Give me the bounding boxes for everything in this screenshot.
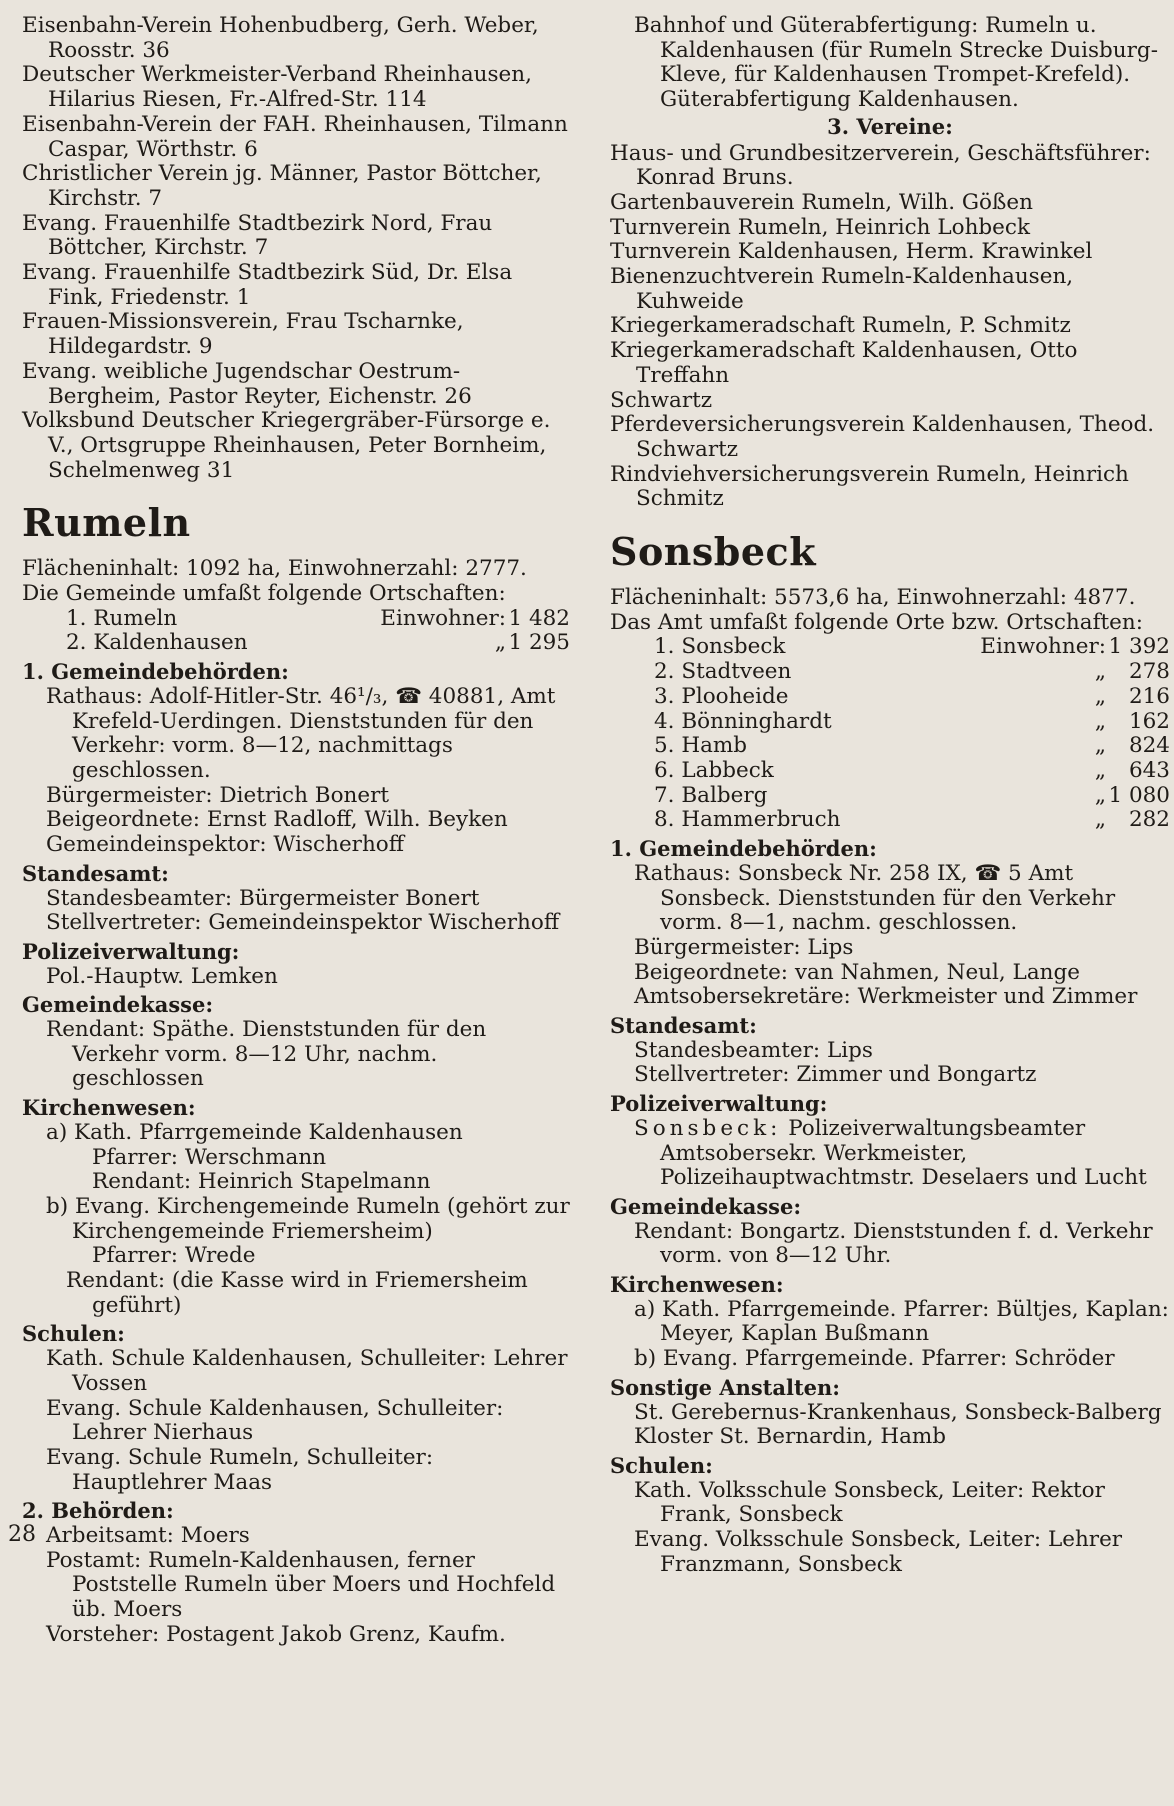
rumeln-stellvertreter: Stellvertreter: Gemeindeinspektor Wischerhoff bbox=[46, 910, 560, 936]
sonsbeck-standesbeamter: Standesbeamter: Lips bbox=[634, 1037, 873, 1063]
sonsbeck-heading-kasse: Gemeindekasse: bbox=[610, 1193, 802, 1219]
association-entry: Evang. Frauenhilfe Stadtbezirk Nord, Frau Böttcher, Kirchstr. 7 bbox=[22, 210, 493, 261]
rumeln-heading-kasse: Gemeindekasse: bbox=[22, 992, 214, 1018]
locality-label: „ bbox=[1094, 782, 1106, 808]
sonsbeck-kasse: Rendant: Bongartz. Dienststunden f. d. Verkehr vorm. von 8—12 Uhr. bbox=[634, 1218, 1153, 1269]
sonsbeck-localities-table bbox=[610, 635, 1170, 833]
rumeln-postamt: Postamt: Rumeln-Kaldenhausen, ferner Poststelle Rumeln über Moers und Hochfeld üb. Moers bbox=[46, 1547, 556, 1623]
sonsbeck-title: Sonsbeck bbox=[610, 529, 817, 575]
association-entry: Deutscher Werkmeister-Verband Rheinhausen, Hilarius Riesen, Fr.-Alfred-Str. 114 bbox=[22, 62, 532, 113]
locality-population: 162 bbox=[1128, 708, 1170, 734]
rumeln-heading-polizei: Polizeiverwaltung: bbox=[22, 938, 240, 964]
association-entry: Evang. Frauenhilfe Stadtbezirk Süd, Dr. Elsa Fink, Friedenstr. 1 bbox=[22, 260, 513, 310]
sonsbeck-schule-2: Evang. Volksschule Sonsbeck, Leiter: Lehrer Franzmann, Sonsbeck bbox=[634, 1527, 1123, 1577]
association-entry: Gartenbauverein Rumeln, Wilh. Gößen bbox=[610, 189, 1033, 215]
locality-population: 643 bbox=[1128, 757, 1170, 783]
locality-label: „ bbox=[1094, 708, 1106, 734]
locality-name: 6. Labbeck bbox=[654, 757, 774, 783]
sonsbeck-heading-gemeindebehoerden: 1. Gemeindebehörden: bbox=[610, 836, 877, 862]
sonsbeck-polizei-ort: Sonsbeck: bbox=[634, 1115, 782, 1141]
rumeln-heading-schulen: Schulen: bbox=[22, 1321, 125, 1347]
rumeln-kirche-a-rendant: Rendant: Heinrich Stapelmann bbox=[92, 1169, 431, 1195]
association-entry: Pferdeversicherungsverein Kaldenhausen, Theod. Schwartz bbox=[610, 412, 1155, 462]
left-association-list bbox=[22, 14, 570, 483]
association-entry: Turnverein Kaldenhausen, Herm. Krawinkel bbox=[610, 239, 1093, 265]
locality-name: 7. Balberg bbox=[654, 782, 768, 808]
rumeln-heading-kirchen: Kirchenwesen: bbox=[22, 1095, 196, 1121]
locality-name: 1. Rumeln bbox=[66, 605, 178, 631]
locality-row bbox=[610, 759, 1170, 784]
association-entry: Kriegerkameradschaft Rumeln, P. Schmitz bbox=[610, 313, 1071, 339]
rumeln-arbeitsamt: Arbeitsamt: Moers bbox=[46, 1523, 250, 1549]
sonsbeck-polizei-entry bbox=[610, 1117, 1170, 1191]
locality-label: „ bbox=[1094, 733, 1106, 759]
locality-label: „ bbox=[1094, 659, 1106, 685]
rumeln-localities-table bbox=[22, 607, 570, 656]
sonsbeck-kirche-a: a) Kath. Pfarrgemeinde. Pfarrer: Bültjes, Kaplan: Meyer, Kaplan Bußmann bbox=[634, 1296, 1169, 1347]
rumeln-heading-standesamt: Standesamt: bbox=[22, 860, 169, 886]
sonsbeck-buergermeister: Bürgermeister: Lips bbox=[634, 934, 854, 960]
sonsbeck-kirche-b: b) Evang. Pfarrgemeinde. Pfarrer: Schröder bbox=[634, 1346, 1115, 1372]
locality-label: „ bbox=[1094, 757, 1106, 783]
sonsbeck-localities-intro: Das Amt umfaßt folgende Orte bzw. Ortschaften: bbox=[610, 609, 1143, 635]
locality-label: Einwohner: bbox=[380, 605, 506, 631]
sonsbeck-anstalt-2: Kloster St. Bernardin, Hamb bbox=[634, 1424, 947, 1450]
sonsbeck-heading-standesamt: Standesamt: bbox=[610, 1013, 757, 1039]
association-entry: Christlicher Verein jg. Männer, Pastor Böttcher, Kirchstr. 7 bbox=[22, 161, 542, 211]
rumeln-kirche-b-pfarrer: Pfarrer: Wrede bbox=[92, 1243, 256, 1269]
left-column bbox=[22, 14, 570, 1648]
rumeln-schule-3: Evang. Schule Rumeln, Schulleiter: Hauptlehrer Maas bbox=[46, 1444, 434, 1495]
rumeln-rathaus: Rathaus: Adolf-Hitler-Str. 46¹/₃, ☎ 40881, Amt Krefeld-Uerdingen. Dienststunden für den Verkehr: vorm. 8—12, nachmittags geschlossen. bbox=[46, 683, 556, 783]
locality-population: 1 392 bbox=[1108, 634, 1170, 660]
locality-population: 216 bbox=[1128, 683, 1170, 709]
rumeln-polizei: Pol.-Hauptw. Lemken bbox=[46, 963, 278, 989]
locality-row bbox=[22, 607, 570, 632]
locality-population: 1 295 bbox=[508, 630, 570, 656]
locality-label: „ bbox=[1094, 683, 1106, 709]
association-entry: Eisenbahn-Verein der FAH. Rheinhausen, Tilmann Caspar, Wörthstr. 6 bbox=[22, 111, 568, 162]
rumeln-schule-1: Kath. Schule Kaldenhausen, Schulleiter: Lehrer Vossen bbox=[46, 1346, 568, 1396]
right-column bbox=[610, 14, 1170, 1577]
association-entry: Evang. weibliche Jugendschar Oestrum-Bergheim, Pastor Reyter, Eichenstr. 26 bbox=[22, 358, 472, 409]
page-number: 28 bbox=[8, 1522, 36, 1547]
rumeln-bahnhof: Bahnhof und Güterabfertigung: Rumeln u. Kaldenhausen (für Rumeln Strecke Duisburg-Kleve, für Kaldenhausen Trompet-Krefeld). Güterabfertigung Kaldenhausen. bbox=[634, 13, 1158, 113]
locality-population: 278 bbox=[1128, 659, 1170, 685]
locality-row bbox=[610, 660, 1170, 685]
locality-label: „ bbox=[1094, 807, 1106, 833]
sonsbeck-heading-schulen: Schulen: bbox=[610, 1452, 713, 1478]
rumeln-kirche-a-pfarrer: Pfarrer: Werschmann bbox=[92, 1144, 327, 1170]
association-entry: Kriegerkameradschaft Kaldenhausen, Otto Treffahn bbox=[610, 338, 1078, 388]
locality-name: 3. Plooheide bbox=[654, 683, 789, 709]
association-entry: Schwartz bbox=[610, 387, 713, 413]
sonsbeck-heading-anstalten: Sonstige Anstalten: bbox=[610, 1374, 841, 1400]
association-entry: Frauen-Missionsverein, Frau Tscharnke, Hildegardstr. 9 bbox=[22, 309, 464, 360]
locality-name: 8. Hammerbruch bbox=[654, 807, 841, 833]
locality-population: 824 bbox=[1128, 733, 1170, 759]
locality-name: 1. Sonsbeck bbox=[654, 634, 786, 660]
rumeln-localities-intro: Die Gemeinde umfaßt folgende Ortschaften: bbox=[22, 581, 506, 607]
rumeln-kasse: Rendant: Späthe. Dienststunden für den Verkehr vorm. 8—12 Uhr, nachm. geschlossen bbox=[46, 1017, 487, 1092]
locality-row bbox=[610, 710, 1170, 735]
association-entry: Haus- und Grundbesitzerverein, Geschäftsführer: Konrad Bruns. bbox=[610, 140, 1151, 191]
rumeln-schule-2: Evang. Schule Kaldenhausen, Schulleiter: Lehrer Nierhaus bbox=[46, 1395, 504, 1446]
association-entry: Bienenzuchtverein Rumeln-Kaldenhausen, Kuhweide bbox=[610, 264, 1074, 314]
locality-population: 282 bbox=[1128, 807, 1170, 833]
association-entry: Turnverein Rumeln, Heinrich Lohbeck bbox=[610, 214, 1030, 240]
rumeln-kirche-b: b) Evang. Kirchengemeinde Rumeln (gehört zur Kirchengemeinde Friemersheim) bbox=[46, 1193, 570, 1244]
locality-label: Einwohner: bbox=[980, 634, 1106, 660]
locality-name: 4. Bönninghardt bbox=[654, 708, 832, 734]
sonsbeck-stellvertreter: Stellvertreter: Zimmer und Bongartz bbox=[634, 1062, 1037, 1088]
locality-name: 2. Kaldenhausen bbox=[66, 630, 248, 656]
sonsbeck-anstalt-1: St. Gerebernus-Krankenhaus, Sonsbeck-Balberg bbox=[634, 1399, 1162, 1425]
rumeln-association-list bbox=[610, 142, 1170, 513]
locality-row bbox=[610, 734, 1170, 759]
rumeln-area: Flächeninhalt: 1092 ha, Einwohnerzahl: 2777. bbox=[22, 556, 527, 582]
rumeln-buergermeister: Bürgermeister: Dietrich Bonert bbox=[46, 782, 390, 808]
locality-label: „ bbox=[494, 630, 506, 656]
sonsbeck-beigeordnete: Beigeordnete: van Nahmen, Neul, Lange bbox=[634, 959, 1080, 985]
rumeln-inspektor: Gemeindeinspektor: Wischerhoff bbox=[46, 832, 405, 858]
rumeln-heading-vereine: 3. Vereine: bbox=[827, 113, 953, 139]
locality-row bbox=[610, 808, 1170, 833]
sonsbeck-heading-kirchen: Kirchenwesen: bbox=[610, 1272, 784, 1298]
rumeln-vorsteher: Vorsteher: Postagent Jakob Grenz, Kaufm. bbox=[46, 1621, 506, 1647]
locality-name: 2. Stadtveen bbox=[654, 659, 792, 685]
association-entry: Rindviehversicherungsverein Rumeln, Heinrich Schmitz bbox=[610, 461, 1129, 512]
sonsbeck-sekretaere: Amtsobersekretäre: Werkmeister und Zimmer bbox=[634, 984, 1138, 1010]
locality-name: 5. Hamb bbox=[654, 733, 748, 759]
locality-population: 1 080 bbox=[1108, 782, 1170, 808]
locality-population: 1 482 bbox=[508, 605, 570, 631]
sonsbeck-schule-1: Kath. Volksschule Sonsbeck, Leiter: Rektor Frank, Sonsbeck bbox=[634, 1477, 1105, 1528]
rumeln-title: Rumeln bbox=[22, 500, 191, 546]
rumeln-heading-behoerden: 2. Behörden: bbox=[22, 1498, 174, 1524]
rumeln-kirche-b-rendant: Rendant: (die Kasse wird in Friemersheim geführt) bbox=[66, 1268, 528, 1318]
locality-row bbox=[610, 635, 1170, 660]
locality-row bbox=[610, 784, 1170, 809]
sonsbeck-polizei: Polizeiverwaltungsbeamter Amtsobersekr. Werkmeister, Polizeihauptwachtmstr. Deselaers und Lucht bbox=[660, 1115, 1147, 1191]
locality-row bbox=[22, 631, 570, 656]
locality-row bbox=[610, 685, 1170, 710]
rumeln-kirche-a: a) Kath. Pfarrgemeinde Kaldenhausen bbox=[46, 1119, 463, 1145]
sonsbeck-rathaus: Rathaus: Sonsbeck Nr. 258 IX, ☎ 5 Amt Sonsbeck. Dienststunden für den Verkehr vorm. 8—1, nachm. geschlossen. bbox=[634, 860, 1116, 936]
association-entry: Volksbund Deutscher Kriegergräber-Fürsorge e. V., Ortsgruppe Rheinhausen, Peter Bornheim, Schelmenweg 31 bbox=[22, 408, 551, 483]
rumeln-standesbeamter: Standesbeamter: Bürgermeister Bonert bbox=[46, 885, 480, 911]
association-entry: Eisenbahn-Verein Hohenbudberg, Gerh. Weber, Roosstr. 36 bbox=[22, 13, 539, 63]
rumeln-beigeordnete: Beigeordnete: Ernst Radloff, Wilh. Beyken bbox=[46, 807, 508, 833]
sonsbeck-heading-polizei: Polizeiverwaltung: bbox=[610, 1091, 828, 1117]
sonsbeck-area: Flächeninhalt: 5573,6 ha, Einwohnerzahl: 4877. bbox=[610, 585, 1136, 611]
rumeln-heading-gemeindebehoerden: 1. Gemeindebehörden: bbox=[22, 659, 289, 685]
